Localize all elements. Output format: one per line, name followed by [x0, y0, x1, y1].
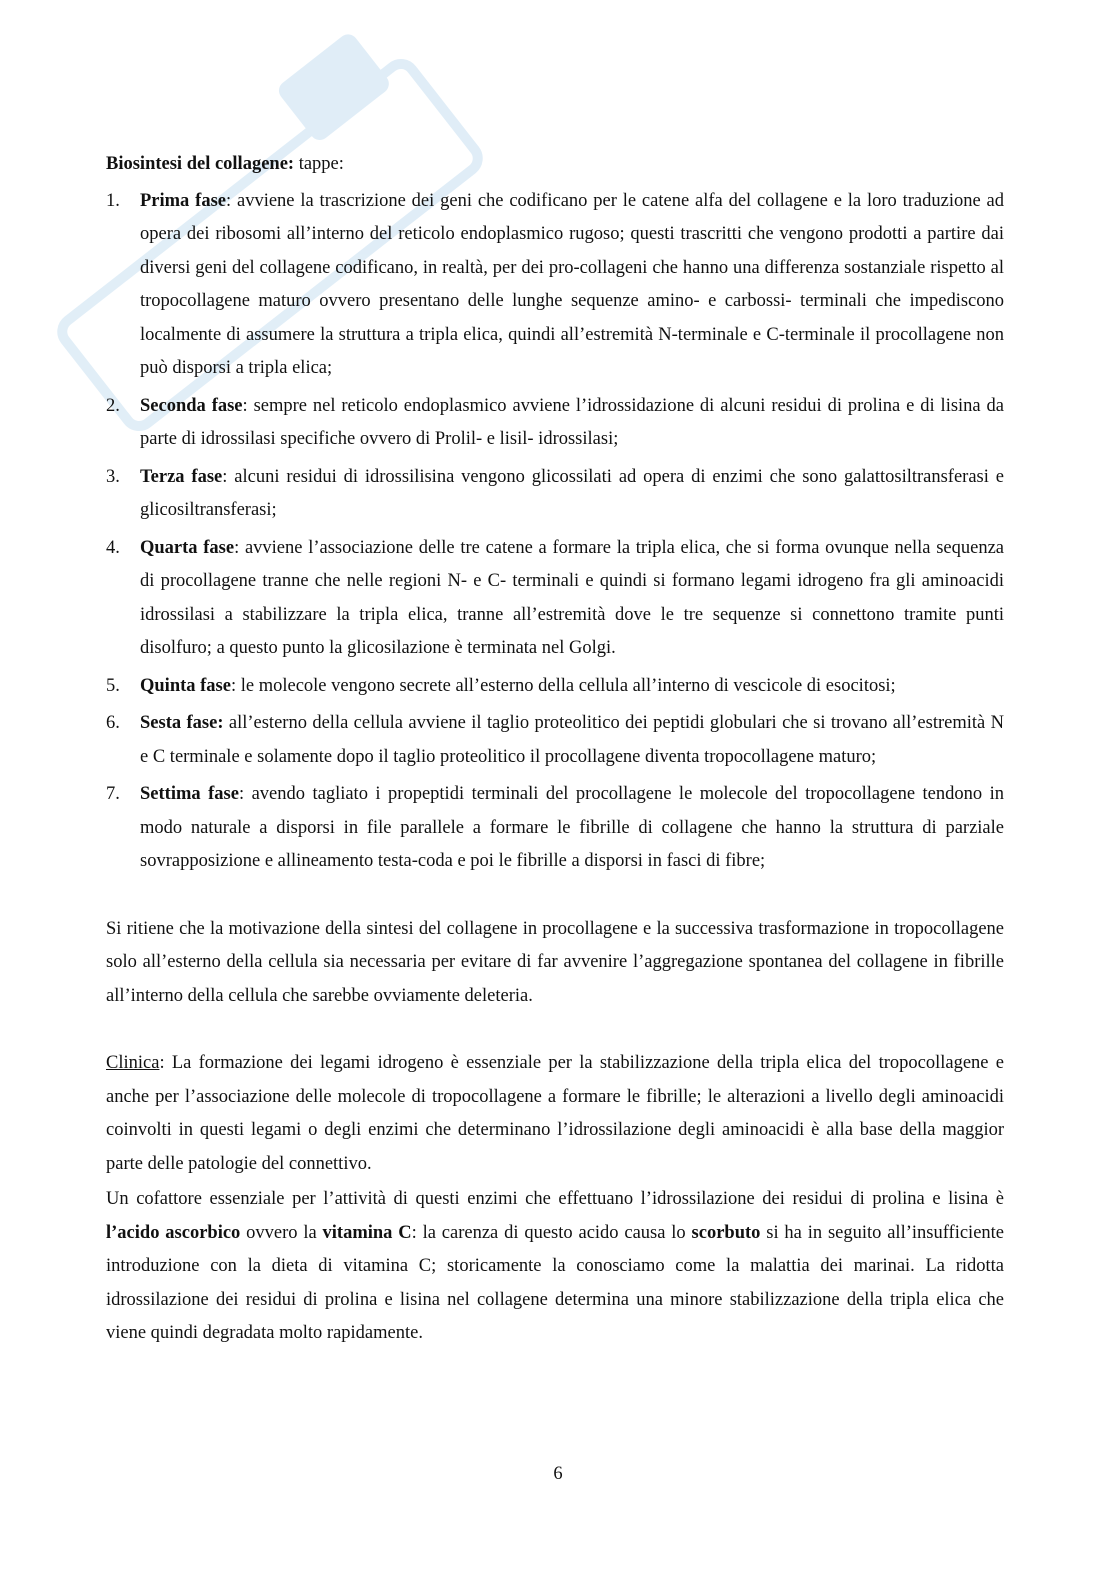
- document-body: [106, 148, 1004, 1351]
- biosynthesis-steps-list: [106, 185, 1004, 879]
- section-heading: Biosintesi del collagene: tappe:: [106, 154, 344, 174]
- clinica-label: Clinica: [106, 1053, 160, 1073]
- step-item: 3. Terza fase: alcuni residui di idrossilisina vengono glicossilati ad opera di enzimi che sono galattosiltransferasi e glicosiltransferasi;: [106, 466, 1004, 520]
- step-item: 2. Seconda fase: sempre nel reticolo endoplasmico avviene l’idrossidazione di alcuni residui di prolina e di lisina da parte di idrossilasi specifiche ovvero di Prolil- e lisil- idrossilasi;: [106, 395, 1004, 449]
- paragraph-cofactor: Un cofattore essenziale per l’attività di questi enzimi che effettuano l’idrossilazione dei residui di prolina e lisina è l’acido ascorbico ovvero la vitamina C: la carenza di questo acido causa lo scorbuto si ha in seguito all’insufficiente introduzione con la dieta di vitamina C; storicamente la conosciamo come la malattia dei marinai. La ridotta idrossilazione dei residui di prolina e lisina nel collagene determina una minore stabilizzazione della tripla elica che viene quindi degradata molto rapidamente.: [106, 1189, 1005, 1343]
- paragraph-clinica: Clinica: La formazione dei legami idrogeno è essenziale per la stabilizzazione della tripla elica del tropocollagene e anche per l’associazione delle molecole di tropocollagene a formare le fibrille; le alterazioni a livello degli aminoacidi coinvolti in questi legami o degli enzimi che determinano l’idrossilazione degli aminoacidi è alla base della maggior parte delle patologie del connettivo.: [106, 1053, 1004, 1174]
- step-item: 6. Sesta fase: all’esterno della cellula avviene il taglio proteolitico dei peptidi globulari che si trovano all’estremità N e C terminale e solamente dopo il taglio proteolitico il procollagene diventa tropocollagene maturo;: [106, 713, 1004, 767]
- step-item: 1. Prima fase: avviene la trascrizione dei geni che codificano per le catene alfa del collagene e la loro traduzione ad opera dei ribosomi all’interno del reticolo endoplasmico rugoso; questi trascritti che vengono prodotti a partire dai diversi geni del collagene codificano, in realtà, per dei pro-collageni che hanno una differenza sostanziale rispetto al tropocollagene maturo ovvero presentano delle lunghe sequenze amino- e carbossi- terminali che impediscono localmente di assumere la struttura a tripla elica, quindi all’estremità N-terminale e C-terminale il procollagene non può disporsi a tripla elica;: [106, 190, 1005, 378]
- paragraph-motivation: Si ritiene che la motivazione della sintesi del collagene in procollagene e la successiva trasformazione in tropocollagene solo all’esterno della cellula sia necessaria per evitare di far avvenire l’aggregazione spontanea del collagene in fibrille all’interno della cellula che sarebbe ovviamente deleteria.: [106, 918, 1004, 1006]
- page-number: 6: [553, 1464, 563, 1484]
- step-item: 7. Settima fase: avendo tagliato i propeptidi terminali del procollagene le molecole del tropocollagene tendono in modo naturale a disporsi in file parallele a formare le fibrille di collagene che hanno la struttura di parziale sovrapposizione e allineamento testa-coda e poi le fibrille a disporsi in fasci di fibre;: [106, 784, 1004, 871]
- step-item: 5. Quinta fase: le molecole vengono secrete all’esterno della cellula all’interno di vescicole di esocitosi;: [106, 675, 896, 696]
- step-item: 4. Quarta fase: avviene l’associazione delle tre catene a formare la tripla elica, che si forma ovunque nella sequenza di procollagene tranne che nelle regioni N- e C- terminali e quindi si formano legami idrogeno fra gli aminoacidi idrossilasi a stabilizzare la tripla elica, tranne all’estremità dove le tre sequenze si connettono tramite punti disolfuro; a questo punto la glicosilazione è terminata nel Golgi.: [106, 537, 1005, 658]
